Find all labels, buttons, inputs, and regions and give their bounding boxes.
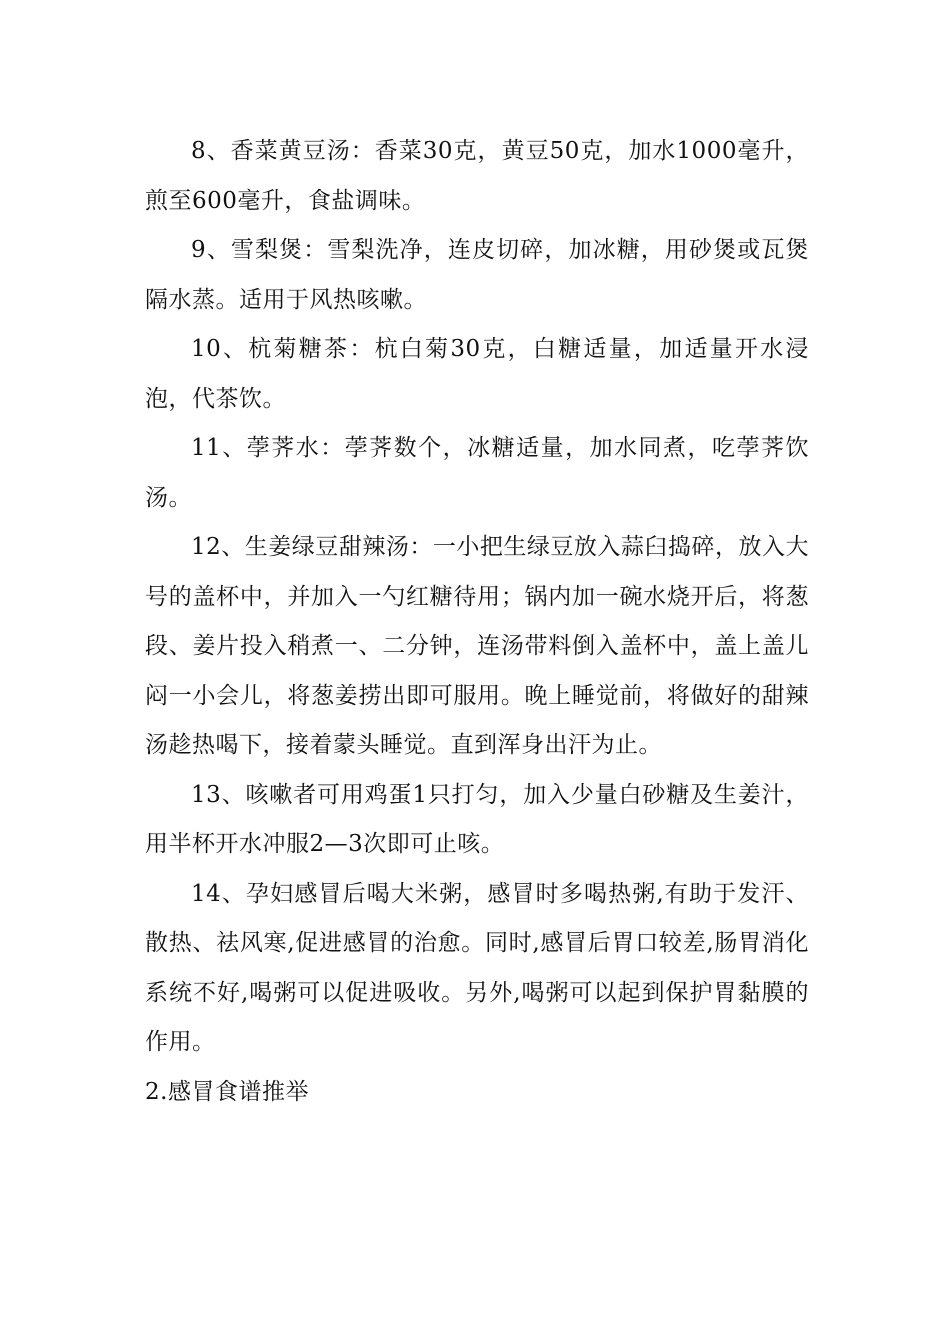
section-heading: 2.感冒食谱推举 <box>145 1078 309 1105</box>
paragraph-item-12: 12、生姜绿豆甜辣汤：一小把生绿豆放入蒜臼捣碎，放入大号的盖杯中，并加入一勺红糖待用；锅内加一碗水烧开后，将葱段、姜片投入稍煮一、二分钟，连汤带料倒入盖杯中，盖上盖儿闷一小会儿，将葱姜捞出即可服用。晚上睡觉前，将做好的甜辣汤趁热喝下，接着蒙头睡觉。直到浑身出汗为止。 <box>145 534 809 758</box>
paragraph-item-13: 13、咳嗽者可用鸡蛋1只打匀，加入少量白砂糖及生姜汁，用半杯开水冲服2—3次即可止咳。 <box>145 781 809 857</box>
paragraph-item-14: 14、孕妇感冒后喝大米粥，感冒时多喝热粥,有助于发汗、散热、祛风寒,促进感冒的治愈。同时,感冒后胃口较差,肠胃消化系统不好,喝粥可以促进吸收。另外,喝粥可以起到保护胃黏膜的作用。 <box>145 880 809 1055</box>
paragraph-item-9: 9、雪梨煲：雪梨洗净，连皮切碎，加冰糖，用砂煲或瓦煲隔水蒸。适用于风热咳嗽。 <box>145 237 809 313</box>
document-page <box>145 127 809 1117</box>
paragraph-item-11: 11、荸荠水：荸荠数个，冰糖适量，加水同煮，吃荸荠饮汤。 <box>145 435 809 511</box>
paragraph-item-10: 10、杭菊糖茶：杭白菊30克，白糖适量，加适量开水浸泡，代茶饮。 <box>145 336 809 412</box>
paragraph-item-8: 8、香菜黄豆汤：香菜30克，黄豆50克，加水1000毫升，煎至600毫升，食盐调味。 <box>145 138 809 214</box>
